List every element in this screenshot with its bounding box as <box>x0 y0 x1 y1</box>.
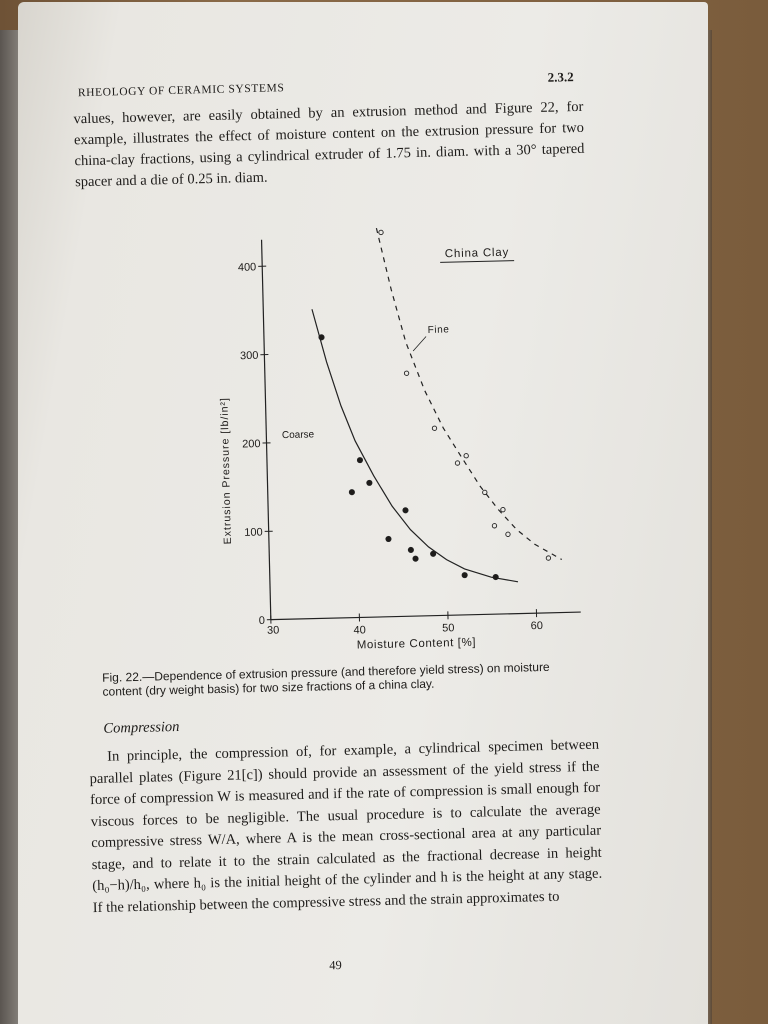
y-tick-label: 200 <box>242 438 261 451</box>
y-axis <box>262 240 271 620</box>
data-point-coarse <box>403 508 408 513</box>
data-point-coarse <box>367 480 372 485</box>
figure-caption: Fig. 22.—Dependence of extrusion pressure (and therefore yield stress) on moisture content (dry weight basis) for two size fractions of a china clay. <box>102 659 550 699</box>
data-point-coarse <box>349 489 354 494</box>
y-tick-label: 300 <box>239 349 259 363</box>
intro-paragraph <box>73 97 585 193</box>
series-label-fine: Fine <box>427 324 450 336</box>
data-point-fine <box>506 532 511 537</box>
y-tick-label: 400 <box>237 261 257 274</box>
data-point-coarse <box>408 547 413 552</box>
data-point-fine <box>492 524 497 529</box>
data-point-coarse <box>319 335 324 340</box>
data-point-coarse <box>462 572 467 577</box>
y-tick-label: 100 <box>244 526 263 539</box>
data-point-fine <box>501 507 506 512</box>
data-point-fine <box>483 490 488 495</box>
y-axis-label: Extrusion Pressure [lb/in²] <box>218 396 234 545</box>
y-tick-label: 0 <box>258 614 266 627</box>
data-point-fine <box>455 461 460 466</box>
fine-label-pointer <box>413 337 427 351</box>
book-page <box>18 2 708 1024</box>
data-point-fine <box>546 556 551 561</box>
extrusion-chart <box>51 209 702 665</box>
figure-22 <box>51 209 702 665</box>
x-axis-label: Moisture Content [%] <box>356 636 477 652</box>
compression-paragraph <box>89 735 603 919</box>
running-head: RHEOLOGY OF CERAMIC SYSTEMS <box>77 82 285 100</box>
data-point-fine <box>404 371 409 376</box>
data-point-coarse <box>430 551 435 556</box>
section-number: 2.3.2 <box>547 69 574 85</box>
chart-title-underline <box>440 261 514 263</box>
page-content <box>46 2 708 1024</box>
series-label-coarse: Coarse <box>281 429 315 442</box>
x-axis <box>271 612 581 620</box>
data-point-fine <box>379 230 384 235</box>
data-point-coarse <box>493 574 498 579</box>
x-tick-label: 40 <box>353 624 366 637</box>
data-point-coarse <box>386 536 391 541</box>
compression-text: In principle, the compression of, for example, a cylindrical specimen between parallel plates (Figure 21[c]) should provide an assessment of the yield stress if the force of compression W is measured and if the rate of compression is small enough for viscous forces to be negligible. The usual procedure is to calculate the average compressive stress W/A, where A is the mean cross-sectional area at any particular stage, and to relate it to the strain calculated as the fractional decrease in height (h₀−h)/h₀, where h₀ is the initial height of the cylinder and h is the height at any stage. If the relationship between the compressive stress and the strain approximates to <box>89 736 603 916</box>
x-tick-label: 30 <box>266 624 280 637</box>
x-tick-label: 60 <box>530 620 544 633</box>
page-number: 49 <box>329 958 342 973</box>
intro-text: values, however, are easily obtained by an extrusion method and Figure 22, for example, illustrates the effect of moisture content on the extrusion pressure for two china-clay fractions, using a cylindrical extruder of 1.75 in. diam. with a 30° tapered spacer and a die of 0.25 in. diam. <box>73 98 585 191</box>
chart-title: China Clay <box>444 246 510 261</box>
data-point-fine <box>432 426 437 431</box>
data-point-fine <box>464 454 469 459</box>
series-curve-coarse <box>312 304 518 586</box>
data-point-coarse <box>413 556 418 561</box>
data-point-coarse <box>357 457 362 462</box>
x-tick-label: 50 <box>441 622 455 635</box>
section-subheading: Compression <box>103 718 180 737</box>
